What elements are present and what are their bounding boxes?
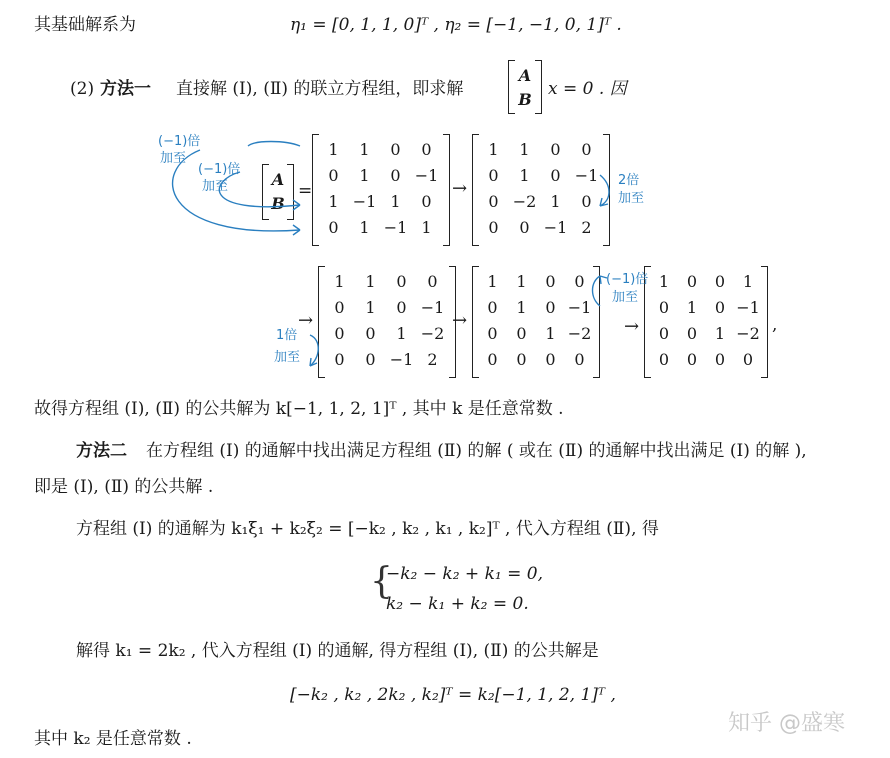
matrix-cell: 1 (550, 192, 561, 211)
note-3-multiplier: 2倍 (618, 173, 640, 188)
matrix-cell: 0 (574, 350, 585, 369)
matrix-cell: 0 (488, 192, 499, 211)
note-5-multiplier: (−1)倍 (606, 272, 649, 287)
matrix-cell: 1 (421, 218, 432, 237)
matrix-cell: 0 (550, 166, 561, 185)
matrix-cell: 1 (519, 140, 530, 159)
note-2-addto: 加至 (202, 179, 229, 194)
matrix-cell: −1 (414, 166, 439, 185)
matrix-cell: −1 (389, 350, 414, 369)
matrix-cell: −1 (567, 298, 592, 317)
matrix-cell: 0 (519, 218, 530, 237)
matrix-cell: 0 (516, 350, 527, 369)
matrix-cell: 0 (714, 298, 726, 317)
matrix-cell: 0 (334, 350, 345, 369)
matrix-cell: 1 (365, 298, 376, 317)
arrow-1: → (452, 178, 468, 199)
note-4-multiplier: 1倍 (276, 328, 298, 343)
matrix-cell: −1 (736, 298, 760, 317)
method2-title: 方法二 (76, 441, 127, 461)
matrix-cell: 0 (334, 298, 345, 317)
matrix-cell: 0 (545, 272, 556, 291)
lhs-b: B (271, 194, 285, 213)
matrix-cell: 0 (487, 298, 498, 317)
note-3-addto: 加至 (618, 191, 645, 206)
note-1-addto: 加至 (160, 151, 187, 166)
matrix-cell: 0 (328, 218, 339, 237)
method1-title: 方法一 (100, 79, 151, 99)
matrix-cell: −1 (574, 166, 599, 185)
matrix-cell: 1 (396, 324, 407, 343)
matrix-cell: 2 (427, 350, 438, 369)
matrix-cell: −1 (420, 298, 445, 317)
matrix-cell: 1 (328, 192, 339, 211)
matrix-cell: 0 (488, 218, 499, 237)
part-number: (2) (70, 79, 95, 99)
note-4-addto: 加至 (274, 350, 301, 365)
note-5-addto: 加至 (612, 290, 639, 305)
matrix-cell: 1 (334, 272, 345, 291)
matrix-cell: 1 (658, 272, 670, 291)
matrix-cell: 1 (714, 324, 726, 343)
watermark: 知乎 @盛寒 (728, 711, 845, 736)
matrix-cell: 0 (686, 350, 698, 369)
matrix-cell: 0 (658, 324, 670, 343)
note-1-multiplier: (−1)倍 (158, 134, 201, 149)
equals-sign: = (298, 181, 313, 201)
method2-text4: 解得 k₁ = 2k₂ , 代入方程组 (Ⅰ) 的通解, 得方程组 (Ⅰ), (Ⅱ) 的公共解是 (76, 641, 599, 661)
matrix-cell: −2 (512, 192, 537, 211)
matrix-cell: 0 (334, 324, 345, 343)
method2-text5: 其中 k₂ 是任意常数 . (34, 729, 192, 749)
block-b: B (518, 90, 532, 109)
matrix-cell: 1 (487, 272, 498, 291)
method2-text2: 即是 (Ⅰ), (Ⅱ) 的公共解 . (34, 477, 214, 497)
matrix-cell: 2 (581, 218, 592, 237)
basis-label: 其基础解系为 (34, 15, 136, 35)
arrow-2: → (298, 310, 314, 331)
matrix-cell: −2 (420, 324, 445, 343)
matrix-cell: 0 (421, 192, 432, 211)
method2-text3: 方程组 (Ⅰ) 的通解为 k₁ξ₁ + k₂ξ₂ = [−k₂ , k₂ , k₁ , k₂]ᵀ , 代入方程组 (Ⅱ), 得 (76, 519, 659, 539)
system-eq1: −k₂ − k₂ + k₁ = 0, (386, 564, 543, 584)
method1-text: 直接解 (Ⅰ), (Ⅱ) 的联立方程组，即求解 (176, 79, 464, 99)
method1-tail: x = 0 . 因 (548, 79, 627, 99)
matrix-cell: 0 (574, 272, 585, 291)
matrix-cell: −1 (352, 192, 377, 211)
matrix-cell: 1 (359, 140, 370, 159)
matrix-cell: −2 (736, 324, 760, 343)
basis-formula: η₁ = [0, 1, 1, 0]ᵀ , η₂ = [−1, −1, 0, 1]ᵀ . (290, 15, 622, 35)
matrix-cell: 0 (365, 350, 376, 369)
matrix-cell: 0 (516, 324, 527, 343)
matrix-cell: 0 (658, 298, 670, 317)
matrix-cell: 0 (365, 324, 376, 343)
matrix-cell: 1 (742, 272, 754, 291)
trailing-comma: , (772, 315, 778, 335)
matrix-cell: 1 (390, 192, 401, 211)
method2-result: [−k₂ , k₂ , 2k₂ , k₂]ᵀ = k₂[−1, 1, 2, 1]ᵀ , (290, 685, 616, 705)
matrix-cell: 1 (488, 140, 499, 159)
system-brace: { (370, 561, 393, 602)
matrix-cell: 0 (545, 298, 556, 317)
lhs-a: A (271, 170, 285, 189)
matrix-cell: 0 (658, 350, 670, 369)
matrix-cell: 1 (365, 272, 376, 291)
matrix-cell: 1 (545, 324, 556, 343)
matrix-cell: 0 (714, 272, 726, 291)
matrix-cell: 0 (396, 298, 407, 317)
matrix-cell: 0 (742, 350, 754, 369)
matrix-cell: −1 (383, 218, 408, 237)
conclusion-1: 故得方程组 (Ⅰ), (Ⅱ) 的公共解为 k[−1, 1, 2, 1]ᵀ , 其中 k 是任意常数 . (34, 399, 564, 419)
matrix-cell: 1 (359, 218, 370, 237)
arrow-3: → (452, 310, 468, 331)
block-a: A (518, 66, 532, 85)
matrix-cell: 0 (550, 140, 561, 159)
matrix-cell: 1 (359, 166, 370, 185)
matrix-cell: 1 (686, 298, 698, 317)
matrix-cell: −2 (567, 324, 592, 343)
system-eq2: k₂ − k₁ + k₂ = 0. (386, 594, 529, 614)
matrix-cell: 1 (519, 166, 530, 185)
arrow-4: → (624, 316, 640, 337)
matrix-cell: 0 (390, 166, 401, 185)
matrix-cell: 0 (686, 324, 698, 343)
note-2-multiplier: (−1)倍 (198, 162, 241, 177)
matrix-cell: 0 (421, 140, 432, 159)
matrix-cell: 1 (328, 140, 339, 159)
matrix-cell: 0 (487, 324, 498, 343)
matrix-cell: 0 (714, 350, 726, 369)
matrix-cell: 0 (581, 192, 592, 211)
matrix-cell: 0 (328, 166, 339, 185)
matrix-cell: 0 (427, 272, 438, 291)
matrix-cell: 0 (545, 350, 556, 369)
matrix-cell: 0 (396, 272, 407, 291)
matrix-cell: 1 (516, 272, 527, 291)
method2-text1: 在方程组 (Ⅰ) 的通解中找出满足方程组 (Ⅱ) 的解 ( 或在 (Ⅱ) 的通解中找出满足 (Ⅰ) 的解 ), (146, 441, 807, 461)
matrix-cell: 1 (516, 298, 527, 317)
matrix-cell: 0 (581, 140, 592, 159)
matrix-cell: 0 (686, 272, 698, 291)
matrix-cell: 0 (390, 140, 401, 159)
matrix-cell: 0 (487, 350, 498, 369)
matrix-cell: −1 (543, 218, 568, 237)
matrix-cell: 0 (488, 166, 499, 185)
